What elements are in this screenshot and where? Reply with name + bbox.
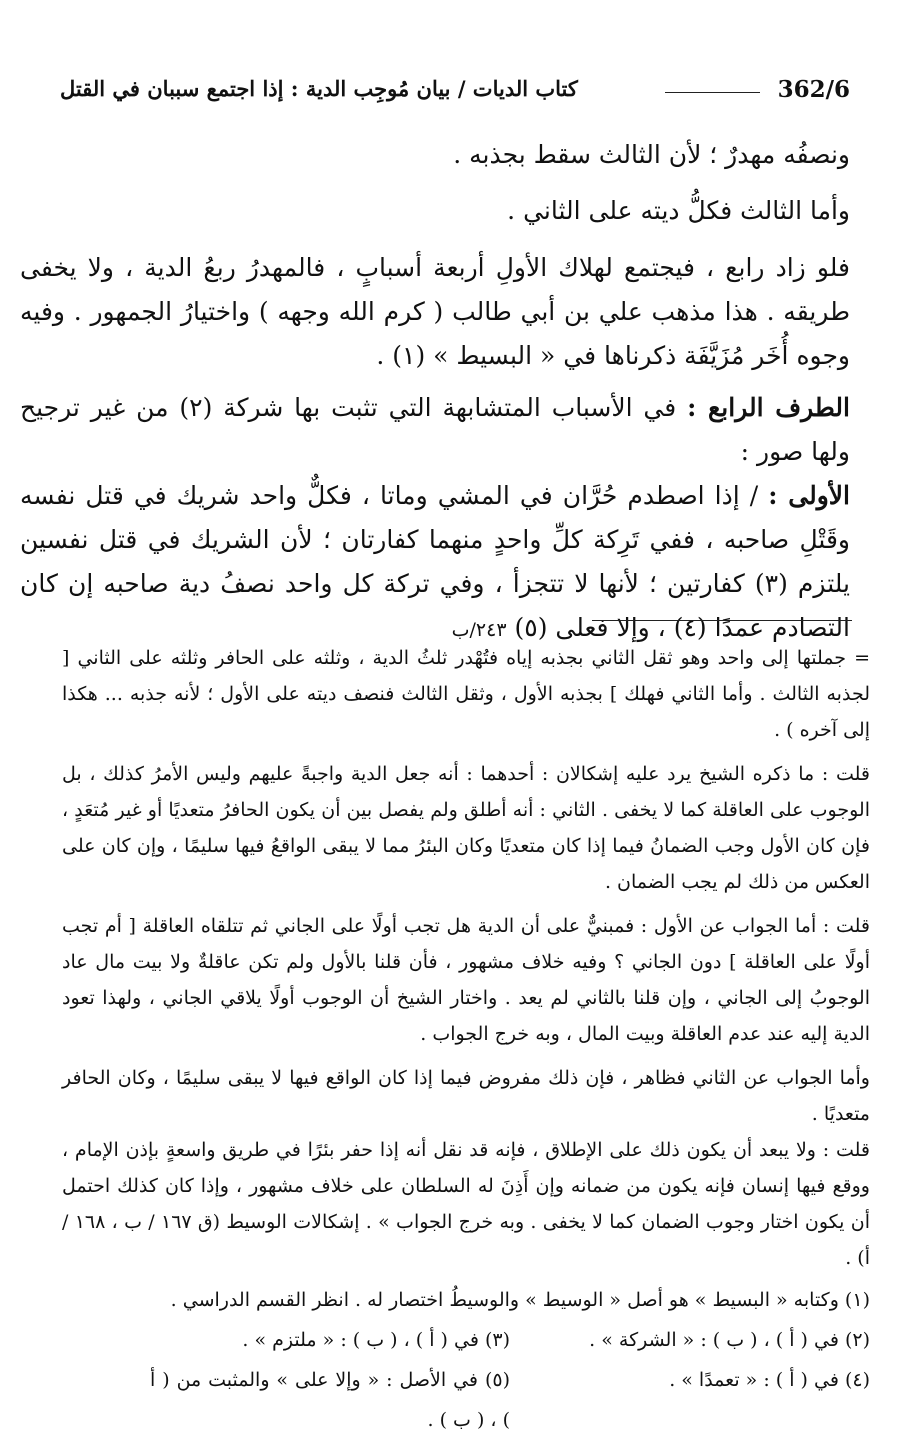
- footnote-1: (١) وكتابه « البسيط » هو أصل « الوسيط » والوسيطُ اختصار له . انظر القسم الدراسي .: [170, 1289, 870, 1311]
- first-case-text: / إذا اصطدم حُرَّان في المشي وماتا ، فكلٌّ واحد شريك في قتل نفسه وقَتْلِ صاحبه ، ففي تَرِكة كلِّ واحدٍ منهما كفارتان ؛ لأن الشريك في قتل نفسين يلتزم (٣) كفارتين ؛ لأنها لا تتجزأ ، وفي تركة كل واحد نصفُ دية صاحبه إن كان التصادم عمدًا (٤) ، وإلا فعلى (٥): [20, 481, 850, 642]
- note-paragraph: = جملتها إلى واحد وهو ثقل الثاني بجذبه إياه فتُهْدر ثلثُ الدية ، وثلثه على الحافر وثلثه على الثاني [ لجذبه الثالث . وأما الثاني فهلك ] بجذبه الأول ، وثقل الثالث فنصف ديته على الأول ؛ لأنه جذبه ... هكذا إلى آخره ) .: [62, 647, 870, 741]
- margin-folio-note: ٢٤٣/ب: [451, 619, 507, 641]
- footnote-5: (٥) في الأصل : « وإلا على » والمثبت من ( أ ) ، ( ب ) .: [150, 1369, 510, 1431]
- footnote-separator: [592, 620, 852, 621]
- section-text: في الأسباب المتشابهة التي تثبت بها شركة (٢) من غير ترجيح ولها صور :: [20, 393, 850, 466]
- first-case-heading: الأولى :: [768, 481, 850, 510]
- section-heading: الطرف الرابع :: [687, 393, 850, 422]
- body-paragraph: وأما الثالث فكلُّ ديته على الثاني .: [507, 196, 850, 225]
- first-case-paragraph: [20, 474, 850, 652]
- section-paragraph: [20, 386, 850, 474]
- footnote-2: (٢) في ( أ ) ، ( ب ) : « الشركة » .: [589, 1329, 870, 1351]
- footnote-4: (٤) في ( أ ) : « تعمدًا » .: [669, 1369, 870, 1391]
- footnote-row: [62, 1360, 870, 1440]
- note-paragraph: قلت : أما الجواب عن الأول : فمبنيٌّ على أن الدية هل تجب أولًا على الجاني ثم تتلقاه العاقلة [ أم تجب أولًا على العاقلة ] دون الجاني ؟ وفيه خلاف مشهور ، فأن قلنا بالأول ولم تكن عاقلةٌ ولا بيت مال عاد الوجوبُ إلى الجاني ، وإن قلنا بالثاني لم يعد . واختار الشيخ أن الوجوب أولًا يلاقي الجاني ، ولهذا تعود الدية إليه عند عدم العاقلة وبيت المال ، وبه خرج الجواب .: [62, 915, 870, 1045]
- footnote-row: [62, 1280, 870, 1320]
- header-rule: [665, 92, 760, 93]
- note-paragraph: وأما الجواب عن الثاني فظاهر ، فإن ذلك مفروض فيما إذا كان الواقع فيها لا يبقى سليمًا ، وكان الحافر متعديًا .: [62, 1067, 870, 1125]
- note-paragraph: قلت : ولا يبعد أن يكون ذلك على الإطلاق ، فإنه قد نقل أنه إذا حفر بئرًا في طريق واسعةٍ بإذن الإمام ، ووقع فيها إنسان فإنه يكون من ضمانه وإن أَذِنَ له السلطان على خلاف مشهور ، وإذا كان كذلك احتمل أن يكون اختار وجوب الضمان كما لا يخفى . وبه خرج الجواب » . إشكالات الوسيط (ق ١٦٧ / ب ، ١٦٨ / أ) .: [62, 1139, 870, 1269]
- body-paragraph: فلو زاد رابع ، فيجتمع لهلاك الأولِ أربعة أسبابٍ ، فالمهدرُ ربعُ الدية ، ولا يخفى طريقه . هذا مذهب علي بن أبي طالب ( كرم الله وجهه ) واختيارُ الجمهور . وفيه وجوه أُخَر مُزَيَّفَة ذكرناها في « البسيط » (١) .: [20, 253, 850, 370]
- footnote-3: (٣) في ( أ ) ، ( ب ) : « ملتزم » .: [242, 1329, 510, 1351]
- running-header: [60, 72, 850, 112]
- footnotes-area: [62, 640, 870, 1440]
- main-text: [20, 130, 850, 652]
- body-paragraph: ونصفُه مهدرٌ ؛ لأن الثالث سقط بجذبه .: [453, 140, 850, 169]
- note-paragraph: قلت : ما ذكره الشيخ يرد عليه إشكالان : أحدهما : أنه جعل الدية واجبةً عليهم وليس الأمرُ كذلك ، بل الوجوب على العاقلة كما لا يخفى . الثاني : أنه أطلق ولم يفصل بين أن يكون الحافرُ متعديًا أو غير مُتعَدٍ ، فإن كان الأول وجب الضمانُ فيما إذا كان متعديًا وكان البئرُ مما لا يبقى الواقعُ فيها سليمًا ، وإن كان على العكس من ذلك لم يجب الضمان .: [62, 763, 870, 893]
- footnote-row: [62, 1320, 870, 1360]
- header-title: كتاب الديات / بيان مُوجِب الدية : إذا اجتمع سببان في القتل: [60, 76, 578, 101]
- page-number: 362/6: [777, 76, 850, 103]
